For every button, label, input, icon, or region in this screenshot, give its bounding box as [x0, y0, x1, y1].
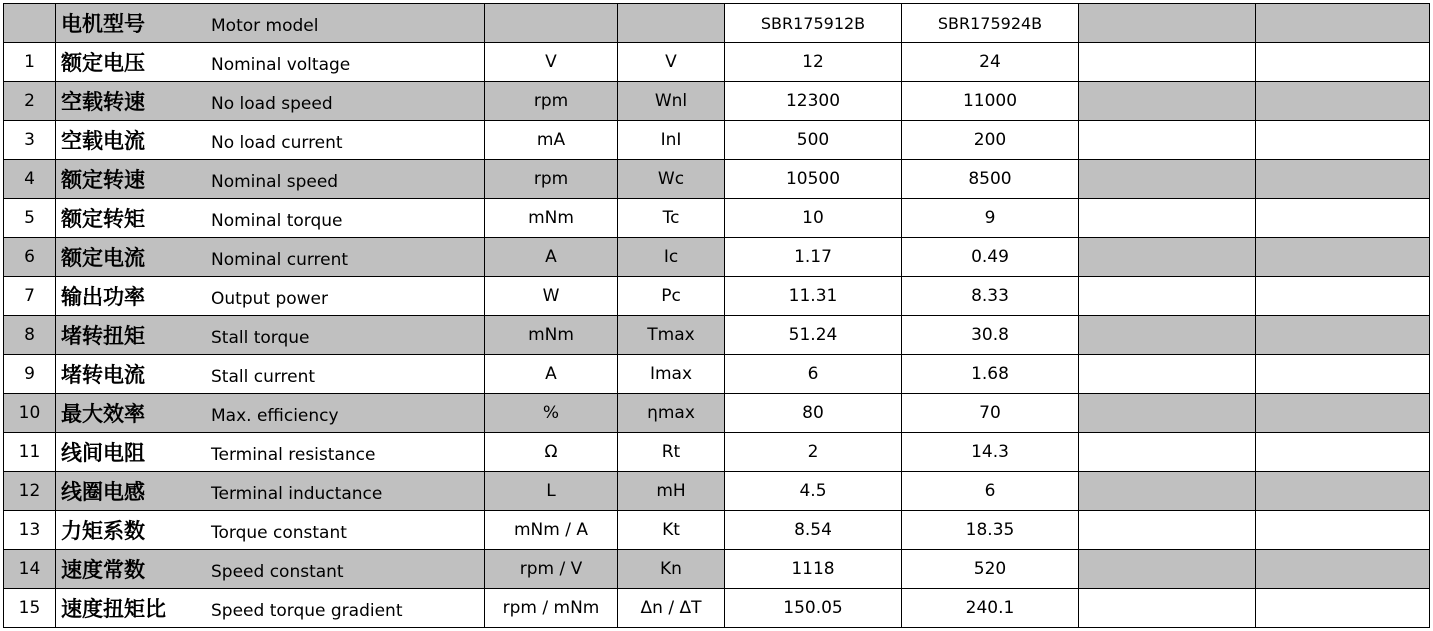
- row-value-model-2: 30.8: [902, 316, 1079, 355]
- row-param: [56, 277, 485, 316]
- row-empty-3: [1079, 355, 1256, 394]
- row-number: 13: [4, 511, 56, 550]
- row-empty-3: [1079, 160, 1256, 199]
- param-name-zh: 输出功率: [61, 285, 145, 309]
- row-param: [56, 472, 485, 511]
- row-number: 9: [4, 355, 56, 394]
- row-unit: %: [485, 394, 618, 433]
- row-value-model-1: 1118: [725, 550, 902, 589]
- row-value-model-2: 70: [902, 394, 1079, 433]
- row-empty-4: [1256, 160, 1430, 199]
- param-name-en: Stall current: [211, 367, 316, 387]
- row-empty-4: [1256, 550, 1430, 589]
- row-param: [56, 238, 485, 277]
- param-name-zh: 最大效率: [61, 402, 145, 426]
- row-empty-4: [1256, 82, 1430, 121]
- row-number: 15: [4, 589, 56, 628]
- row-empty-3: [1079, 82, 1256, 121]
- header-model-3: [1079, 4, 1256, 43]
- param-name-zh: 线间电阻: [61, 441, 145, 465]
- row-param: [56, 589, 485, 628]
- row-value-model-2: 8.33: [902, 277, 1079, 316]
- table-row: [4, 511, 1430, 550]
- row-symbol: Ic: [618, 238, 725, 277]
- param-name-zh: 额定转速: [61, 168, 145, 192]
- row-number: 5: [4, 199, 56, 238]
- row-param: [56, 199, 485, 238]
- row-param: [56, 160, 485, 199]
- header-param-zh: 电机型号: [61, 12, 145, 36]
- row-symbol: Kt: [618, 511, 725, 550]
- row-empty-4: [1256, 43, 1430, 82]
- param-name-zh: 速度扭矩比: [61, 597, 166, 621]
- row-value-model-1: 8.54: [725, 511, 902, 550]
- row-empty-3: [1079, 316, 1256, 355]
- row-unit: rpm: [485, 160, 618, 199]
- row-empty-4: [1256, 121, 1430, 160]
- header-row: [4, 4, 1430, 43]
- row-value-model-1: 12: [725, 43, 902, 82]
- row-param: [56, 394, 485, 433]
- row-number: 10: [4, 394, 56, 433]
- row-value-model-1: 11.31: [725, 277, 902, 316]
- param-name-zh: 额定转矩: [61, 207, 145, 231]
- table-row: [4, 589, 1430, 628]
- param-name-zh: 空载电流: [61, 129, 145, 153]
- header-model-1: SBR175912B: [725, 4, 902, 43]
- param-name-zh: 额定电压: [61, 51, 145, 75]
- row-symbol: Wnl: [618, 82, 725, 121]
- row-symbol: Rt: [618, 433, 725, 472]
- param-name-en: Terminal inductance: [211, 484, 383, 504]
- row-unit: W: [485, 277, 618, 316]
- row-number: 8: [4, 316, 56, 355]
- row-unit: rpm / V: [485, 550, 618, 589]
- row-unit: Ω: [485, 433, 618, 472]
- row-number: 11: [4, 433, 56, 472]
- table-row: [4, 550, 1430, 589]
- row-empty-3: [1079, 589, 1256, 628]
- table-row: [4, 121, 1430, 160]
- row-param: [56, 82, 485, 121]
- row-unit: rpm / mNm: [485, 589, 618, 628]
- row-empty-3: [1079, 238, 1256, 277]
- row-empty-4: [1256, 511, 1430, 550]
- row-value-model-2: 520: [902, 550, 1079, 589]
- row-symbol: Pc: [618, 277, 725, 316]
- header-param-cell: [56, 4, 485, 43]
- row-param: [56, 121, 485, 160]
- param-name-en: Nominal voltage: [211, 55, 351, 75]
- row-empty-3: [1079, 199, 1256, 238]
- param-name-en: Stall torque: [211, 328, 310, 348]
- row-value-model-1: 6: [725, 355, 902, 394]
- row-value-model-2: 200: [902, 121, 1079, 160]
- row-value-model-2: 14.3: [902, 433, 1079, 472]
- row-param: [56, 316, 485, 355]
- row-symbol: InI: [618, 121, 725, 160]
- table-row: [4, 160, 1430, 199]
- row-symbol: Tmax: [618, 316, 725, 355]
- row-value-model-1: 4.5: [725, 472, 902, 511]
- row-symbol: Imax: [618, 355, 725, 394]
- row-value-model-2: 11000: [902, 82, 1079, 121]
- row-symbol: ηmax: [618, 394, 725, 433]
- motor-spec-table: [3, 3, 1430, 628]
- param-name-en: Terminal resistance: [211, 445, 376, 465]
- row-unit: L: [485, 472, 618, 511]
- row-number: 2: [4, 82, 56, 121]
- header-unit-cell: [485, 4, 618, 43]
- row-value-model-2: 8500: [902, 160, 1079, 199]
- row-unit: V: [485, 43, 618, 82]
- row-number: 12: [4, 472, 56, 511]
- table-row: [4, 433, 1430, 472]
- table-row: [4, 43, 1430, 82]
- row-param: [56, 550, 485, 589]
- param-name-en: Speed constant: [211, 562, 344, 582]
- row-empty-4: [1256, 394, 1430, 433]
- row-symbol: Kn: [618, 550, 725, 589]
- row-empty-4: [1256, 238, 1430, 277]
- row-empty-4: [1256, 316, 1430, 355]
- table-row: [4, 394, 1430, 433]
- param-name-zh: 线圈电感: [61, 480, 145, 504]
- row-value-model-1: 80: [725, 394, 902, 433]
- row-empty-3: [1079, 121, 1256, 160]
- row-unit: A: [485, 238, 618, 277]
- row-param: [56, 355, 485, 394]
- header-model-4: [1256, 4, 1430, 43]
- table-row: [4, 355, 1430, 394]
- row-value-model-2: 18.35: [902, 511, 1079, 550]
- param-name-zh: 力矩系数: [61, 519, 145, 543]
- row-unit: mA: [485, 121, 618, 160]
- table-row: [4, 316, 1430, 355]
- row-value-model-1: 1.17: [725, 238, 902, 277]
- row-value-model-2: 1.68: [902, 355, 1079, 394]
- table-row: [4, 277, 1430, 316]
- param-name-zh: 堵转电流: [61, 363, 145, 387]
- row-empty-4: [1256, 433, 1430, 472]
- row-empty-3: [1079, 277, 1256, 316]
- row-number: 7: [4, 277, 56, 316]
- header-param-en: Motor model: [211, 16, 319, 36]
- row-value-model-2: 0.49: [902, 238, 1079, 277]
- header-symbol-cell: [618, 4, 725, 43]
- row-value-model-1: 2: [725, 433, 902, 472]
- header-model-2: SBR175924B: [902, 4, 1079, 43]
- row-value-model-2: 6: [902, 472, 1079, 511]
- table-row: [4, 238, 1430, 277]
- row-number: 4: [4, 160, 56, 199]
- row-unit: mNm: [485, 316, 618, 355]
- row-number: 6: [4, 238, 56, 277]
- row-empty-3: [1079, 511, 1256, 550]
- row-empty-4: [1256, 589, 1430, 628]
- row-value-model-1: 51.24: [725, 316, 902, 355]
- param-name-zh: 堵转扭矩: [61, 324, 145, 348]
- row-empty-4: [1256, 472, 1430, 511]
- row-empty-4: [1256, 277, 1430, 316]
- param-name-en: Speed torque gradient: [211, 601, 403, 621]
- row-value-model-1: 10500: [725, 160, 902, 199]
- row-param: [56, 433, 485, 472]
- row-number: 1: [4, 43, 56, 82]
- row-empty-3: [1079, 394, 1256, 433]
- row-empty-3: [1079, 43, 1256, 82]
- table-row: [4, 472, 1430, 511]
- row-value-model-1: 150.05: [725, 589, 902, 628]
- row-symbol: Δn / ΔT: [618, 589, 725, 628]
- row-value-model-2: 240.1: [902, 589, 1079, 628]
- table-row: [4, 199, 1430, 238]
- row-unit: mNm: [485, 199, 618, 238]
- row-empty-3: [1079, 550, 1256, 589]
- row-value-model-1: 12300: [725, 82, 902, 121]
- row-empty-4: [1256, 199, 1430, 238]
- row-number: 14: [4, 550, 56, 589]
- row-value-model-1: 10: [725, 199, 902, 238]
- row-symbol: Wc: [618, 160, 725, 199]
- row-param: [56, 511, 485, 550]
- row-symbol: mH: [618, 472, 725, 511]
- param-name-zh: 额定电流: [61, 246, 145, 270]
- row-value-model-1: 500: [725, 121, 902, 160]
- table-row: [4, 82, 1430, 121]
- param-name-zh: 空载转速: [61, 90, 145, 114]
- row-number: 3: [4, 121, 56, 160]
- param-name-en: Max. efficiency: [211, 406, 339, 426]
- param-name-en: Nominal current: [211, 250, 349, 270]
- row-unit: A: [485, 355, 618, 394]
- param-name-en: No load speed: [211, 94, 333, 114]
- param-name-en: Nominal torque: [211, 211, 343, 231]
- row-unit: rpm: [485, 82, 618, 121]
- row-param: [56, 43, 485, 82]
- param-name-zh: 速度常数: [61, 558, 145, 582]
- row-empty-4: [1256, 355, 1430, 394]
- param-name-en: No load current: [211, 133, 343, 153]
- row-value-model-2: 24: [902, 43, 1079, 82]
- param-name-en: Nominal speed: [211, 172, 339, 192]
- row-value-model-2: 9: [902, 199, 1079, 238]
- row-empty-3: [1079, 433, 1256, 472]
- header-no-cell: [4, 4, 56, 43]
- row-symbol: Tc: [618, 199, 725, 238]
- row-symbol: V: [618, 43, 725, 82]
- param-name-en: Torque constant: [211, 523, 347, 543]
- row-unit: mNm / A: [485, 511, 618, 550]
- param-name-en: Output power: [211, 289, 328, 309]
- row-empty-3: [1079, 472, 1256, 511]
